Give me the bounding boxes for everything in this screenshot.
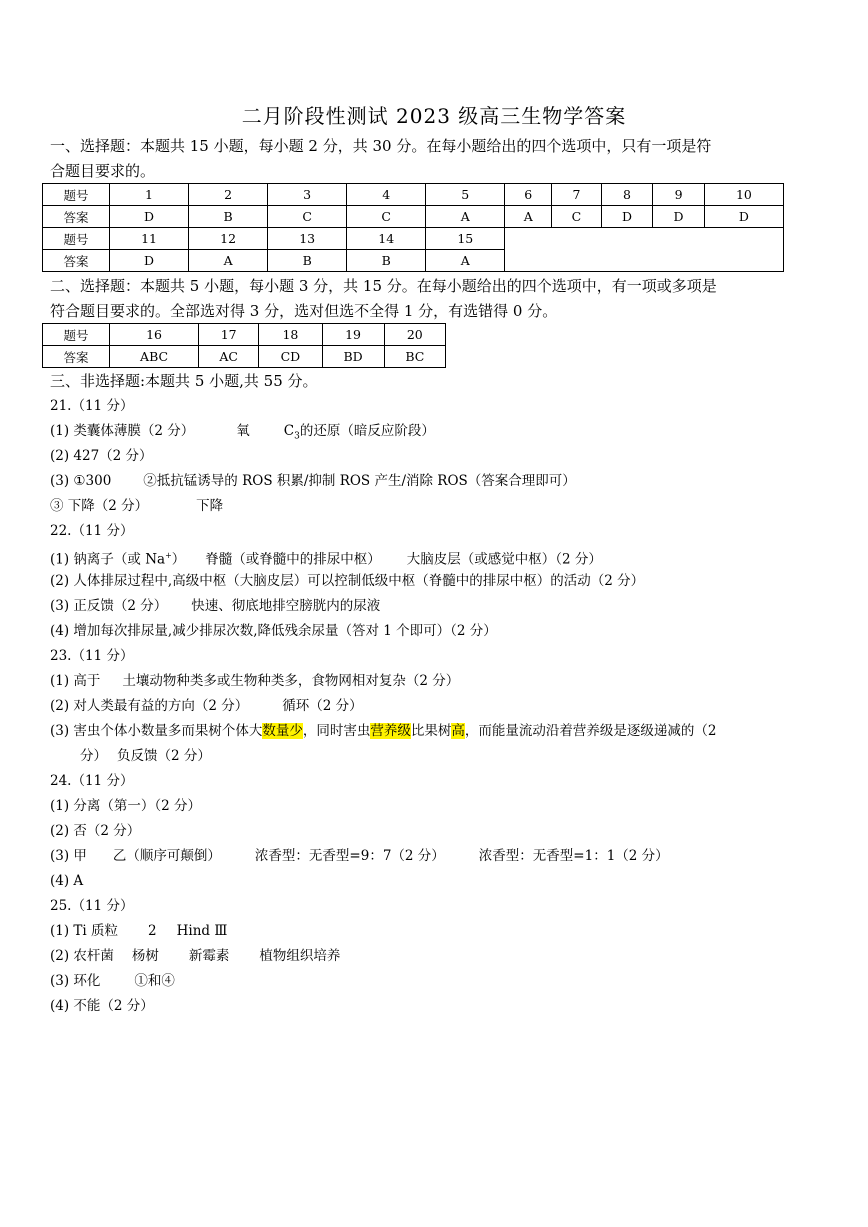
empty-merged-cell (505, 228, 784, 272)
section1-instruction-line1: 一、选择题：本题共 15 小题，每小题 2 分，共 30 分。在每小题给出的四个选项中，只有一项是符 (50, 137, 712, 155)
q22-answer-1a: (1) 钠离子（或 Na (50, 551, 166, 568)
q24-answer-3d: 浓香型：无香型=1：1（2 分） (478, 848, 669, 864)
answer-cell: A (189, 250, 268, 272)
answer-cell: C (268, 206, 347, 228)
question-number: 11 (110, 228, 189, 250)
row-label-number: 题号 (43, 184, 110, 206)
answer-cell: BD (322, 346, 384, 368)
answer-cell: B (189, 206, 268, 228)
question-number: 5 (426, 184, 505, 206)
question-number: 18 (259, 324, 322, 346)
q25-line3 (50, 971, 175, 991)
q21-answer-1c: 的还原（暗反应阶段） (299, 423, 435, 439)
highlight-quantity-small: 数量少 (262, 723, 303, 739)
q25-line4: (4) 不能（2 分） (50, 998, 154, 1014)
row-label-number: 题号 (43, 228, 110, 250)
highlight-higher: 高 (451, 723, 465, 739)
table-row (43, 206, 784, 228)
q25-answer-2a: (2) 农杆菌 (50, 948, 114, 964)
q23-answer-2a: (2) 对人类最有益的方向（2 分） (50, 698, 249, 714)
question-number: 20 (384, 324, 445, 346)
question-number: 15 (426, 228, 505, 250)
q21-heading: 21.（11 分） (50, 398, 134, 414)
q21-answer-1c-subscript: 3 (294, 431, 300, 442)
q22-line4: (4) 增加每次排尿量,减少排尿次数,降低残余尿量（答对 1 个即可）（2 分） (50, 623, 497, 639)
question-number: 7 (552, 184, 601, 206)
q24-line4: (4) A (50, 873, 84, 889)
q25-line2 (50, 946, 340, 966)
answer-cell: C (347, 206, 426, 228)
q21-line4 (50, 496, 223, 516)
q22-answer-1b: 脊髓（或脊髓中的排尿中枢） (205, 551, 381, 568)
q25-answer-1c: Hind Ⅲ (176, 923, 228, 939)
row-label-answer: 答案 (43, 346, 110, 368)
section1-instruction-line2: 合题目要求的。 (50, 162, 156, 180)
q21-answer-3a: (3) ①300 (50, 473, 112, 489)
q23-line4 (80, 746, 211, 766)
q25-answer-2c: 新霉素 (188, 948, 230, 964)
section1-answer-table (42, 183, 784, 272)
answer-cell: B (268, 250, 347, 272)
answer-cell: CD (259, 346, 322, 368)
q24-answer-3a: (3) 甲 (50, 848, 87, 864)
q22-answer-1a-close: ） (171, 551, 186, 568)
q25-answer-2d: 植物组织培养 (259, 948, 341, 964)
q25-heading: 25.（11 分） (50, 898, 134, 914)
q24-answer-3b: 乙（顺序可颠倒） (112, 848, 221, 864)
page-title: 二月阶段性测试 2023 级高三生物学答案 (241, 104, 627, 128)
section2-instruction-line1: 二、选择题：本题共 5 小题，每小题 3 分，共 15 分。在每小题给出的四个选项中，有一项或多项是 (50, 277, 717, 295)
row-label-answer: 答案 (43, 250, 110, 272)
answer-cell: C (552, 206, 601, 228)
answer-cell: D (110, 250, 189, 272)
question-number: 4 (347, 184, 426, 206)
q23-answer-3-part1: (3) 害虫个体小数量多而果树个体大 (50, 723, 263, 739)
section2-instruction-line2: 符合题目要求的。全部选对得 3 分，选对但选不全得 1 分，有选错得 0 分。 (50, 302, 558, 320)
question-number: 8 (601, 184, 653, 206)
q23-answer-3-part4: ，而能量流动沿着营养级是逐级递减的（2 (464, 723, 717, 739)
q22-line3 (50, 596, 380, 616)
q24-line3 (50, 846, 669, 866)
question-number: 9 (653, 184, 705, 206)
question-number: 17 (199, 324, 259, 346)
question-number: 16 (110, 324, 199, 346)
answer-cell: D (704, 206, 783, 228)
q24-answer-3c: 浓香型：无香型=9：7（2 分） (254, 848, 445, 864)
row-label-answer: 答案 (43, 206, 110, 228)
q22-heading: 22.（11 分） (50, 523, 134, 539)
q22-line1 (50, 546, 602, 570)
q23-answer-1b: 土壤动物种类多或生物种类多，食物网相对复杂（2 分） (122, 673, 460, 689)
row-label-number: 题号 (43, 324, 110, 346)
q25-answer-2b: 杨树 (131, 948, 159, 964)
q23-line3 (50, 721, 717, 741)
question-number: 14 (347, 228, 426, 250)
q24-line1: (1) 分离（第一）（2 分） (50, 798, 202, 814)
table-row (43, 228, 784, 250)
q21-line1 (50, 421, 435, 447)
table-row (43, 184, 784, 206)
q25-answer-3b: ①和④ (134, 973, 175, 989)
question-number: 2 (189, 184, 268, 206)
q23-answer-3-part2: ，同时害虫 (302, 723, 371, 739)
q25-answer-1b: 2 (148, 923, 157, 939)
q21-answer-1c-c: C (283, 423, 295, 439)
answer-cell: D (110, 206, 189, 228)
question-number: 13 (268, 228, 347, 250)
q24-heading: 24.（11 分） (50, 773, 134, 789)
q21-answer-3b: ②抵抗锰诱导的 ROS 积累/抑制 ROS 产生/消除 ROS（答案合理即可） (143, 473, 576, 489)
q23-answer-2b: 循环（2 分） (282, 698, 363, 714)
question-number: 12 (189, 228, 268, 250)
q21-answer-4b: 下降 (196, 498, 224, 514)
answer-cell: BC (384, 346, 445, 368)
q21-answer-1a: (1) 类囊体薄膜（2 分） (50, 423, 195, 439)
q21-line2: (2) 427（2 分） (50, 448, 153, 464)
q25-answer-1a: (1) Ti 质粒 (50, 923, 119, 939)
q21-answer-4a: ③ 下降（2 分） (50, 498, 149, 514)
q21-line3 (50, 471, 576, 491)
section2-answer-table (42, 323, 446, 368)
question-number: 10 (704, 184, 783, 206)
q25-line1 (50, 921, 227, 941)
q22-answer-3a: (3) 正反馈（2 分） (50, 598, 168, 614)
q21-answer-1b: 氧 (236, 423, 250, 439)
q23-answer-3-part3: 比果树 (410, 723, 452, 739)
q22-line2: (2) 人体排尿过程中,高级中枢（大脑皮层）可以控制低级中枢（脊髓中的排尿中枢）的活动（2 分） (50, 573, 645, 589)
q22-answer-1a-superscript: + (165, 551, 172, 560)
highlight-trophic-level: 营养级 (370, 723, 411, 739)
answer-cell: AC (199, 346, 259, 368)
q23-heading: 23.（11 分） (50, 648, 134, 664)
question-number: 3 (268, 184, 347, 206)
answer-cell: A (505, 206, 552, 228)
answer-cell: A (426, 250, 505, 272)
q23-answer-4a: 分） (80, 748, 107, 764)
table-row (43, 346, 446, 368)
q23-answer-1a: (1) 高于 (50, 673, 101, 689)
question-number: 19 (322, 324, 384, 346)
table-row (43, 324, 446, 346)
q23-line1 (50, 671, 459, 691)
answer-cell: B (347, 250, 426, 272)
q24-line2: (2) 否（2 分） (50, 823, 141, 839)
question-number: 6 (505, 184, 552, 206)
answer-cell: D (601, 206, 653, 228)
section3-heading: 三、非选择题:本题共 5 小题,共 55 分。 (50, 372, 318, 390)
answer-cell: D (653, 206, 705, 228)
q25-answer-3a: (3) 环化 (50, 973, 101, 989)
q22-answer-3b: 快速、彻底地排空膀胱内的尿液 (191, 598, 381, 614)
question-number: 1 (110, 184, 189, 206)
answer-cell: ABC (110, 346, 199, 368)
q23-line2 (50, 696, 363, 716)
q22-answer-1c: 大脑皮层（或感觉中枢）（2 分） (406, 551, 602, 568)
answer-cell: A (426, 206, 505, 228)
q23-answer-4b: 负反馈（2 分） (117, 748, 211, 764)
